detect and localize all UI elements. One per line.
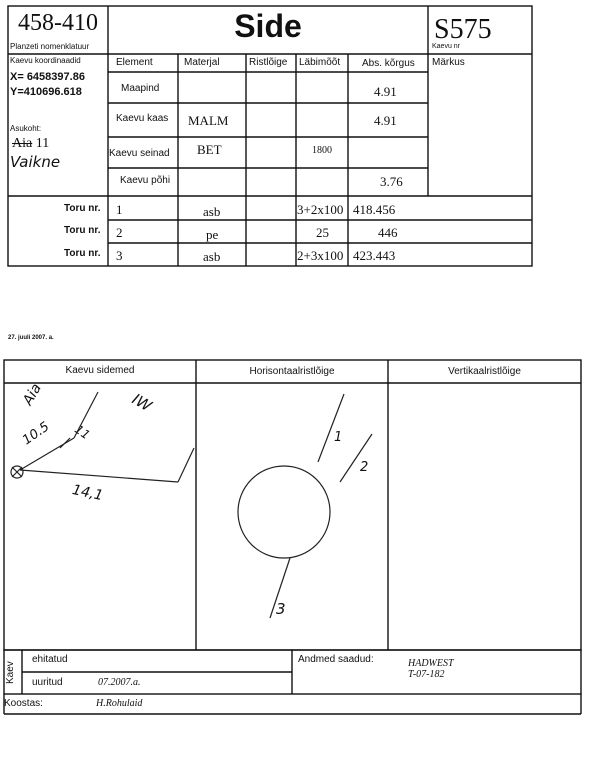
- row-element-maapind: Maapind: [121, 83, 160, 94]
- sketch-pipe-1: 1: [334, 430, 343, 445]
- horizontal-section-sketch: [238, 394, 372, 618]
- pipe-diameter-1: 3+2x100: [297, 202, 344, 217]
- panel-title-connections: Kaevu sidemed: [65, 365, 135, 376]
- footer-kaev-label: Kaev: [5, 661, 16, 684]
- col-header-remarks: Märkus: [432, 57, 465, 68]
- form-date: 27. juuli 2007. a.: [8, 335, 54, 341]
- pipe-height-2: 446: [378, 225, 398, 240]
- pipe-material-2: pe: [206, 227, 219, 242]
- sketch-pipe-3: 3: [276, 600, 286, 618]
- pipe-diameter-2: 25: [316, 225, 329, 240]
- nomenclature-number: 458-410: [18, 10, 98, 36]
- location-hand-street: Vaikne: [10, 153, 61, 171]
- sketch-sign: IW: [129, 390, 155, 416]
- row-height-maapind: 4.91: [374, 84, 397, 99]
- location-number: 11: [35, 136, 50, 151]
- row-element-seinad: Kaevu seinad: [109, 148, 170, 159]
- col-header-cross-section: Ristlõige: [249, 57, 288, 68]
- footer-author: H.Rohulaid: [96, 698, 143, 709]
- sketch-distance-2: 14,1: [70, 482, 105, 505]
- row-height-kaas: 4.91: [374, 113, 397, 128]
- pipe-height-3: 423.443: [353, 248, 396, 263]
- sketch-distance-1: 10.5: [20, 419, 53, 449]
- pipe-label-2: Toru nr.: [64, 225, 101, 236]
- col-header-material: Materjal: [184, 57, 220, 68]
- footer-compiled-label: Koostas:: [4, 698, 43, 709]
- pipe-label-3: Toru nr.: [64, 248, 101, 259]
- footer-company: HADWEST: [408, 658, 454, 669]
- col-header-abs-height: Abs. kõrgus: [362, 58, 415, 69]
- location-street-crossed: Aia: [12, 136, 33, 151]
- row-element-kaas: Kaevu kaas: [116, 113, 169, 124]
- row-element-pohi: Kaevu põhi: [120, 175, 171, 186]
- nomenclature-label: Planzeti nomenklatuur: [10, 42, 90, 51]
- row-diameter-seinad: 1800: [312, 145, 332, 156]
- pipe-material-1: asb: [203, 204, 221, 219]
- well-number-label: Kaevu nr: [432, 43, 461, 50]
- pipe-height-1: 418.456: [353, 202, 396, 217]
- sketch-mark: 11: [71, 422, 93, 443]
- location-label: Asukoht:: [10, 124, 42, 133]
- footer-surveyed-label: uuritud: [32, 677, 63, 688]
- row-height-pohi: 3.76: [380, 174, 403, 189]
- pipe-no-1: 1: [116, 202, 123, 217]
- pipe-no-3: 3: [116, 248, 123, 263]
- col-header-diameter: Läbimõõt: [299, 57, 341, 68]
- pipe-label-1: Toru nr.: [64, 203, 101, 214]
- row-material-kaas: MALM: [188, 113, 229, 128]
- location-address: [12, 136, 49, 152]
- panel-title-horizontal: Horisontaalristlõige: [249, 366, 335, 377]
- coords-label: Kaevu koordinaadid: [10, 56, 81, 65]
- sketch-street: Aia: [20, 380, 45, 408]
- footer-data-from-label: Andmed saadud:: [298, 654, 374, 665]
- footer-reference: T-07-182: [408, 669, 445, 680]
- pipe-material-3: asb: [203, 249, 221, 264]
- page-title: Side: [234, 8, 302, 44]
- pipe-diameter-3: 2+3x100: [297, 248, 344, 263]
- col-header-element: Element: [116, 57, 153, 68]
- coord-x: X= 6458397.86: [10, 71, 85, 83]
- well-number: S575: [434, 14, 492, 45]
- footer-surveyed-date: 07.2007.a.: [98, 677, 141, 688]
- footer-built-label: ehitatud: [32, 654, 68, 665]
- row-material-seinad: BET: [197, 142, 222, 157]
- pipe-no-2: 2: [116, 225, 123, 240]
- sketch-pipe-2: 2: [360, 460, 369, 475]
- coord-y: Y=410696.618: [10, 86, 82, 98]
- panel-title-vertical: Vertikaalristlõige: [448, 366, 521, 377]
